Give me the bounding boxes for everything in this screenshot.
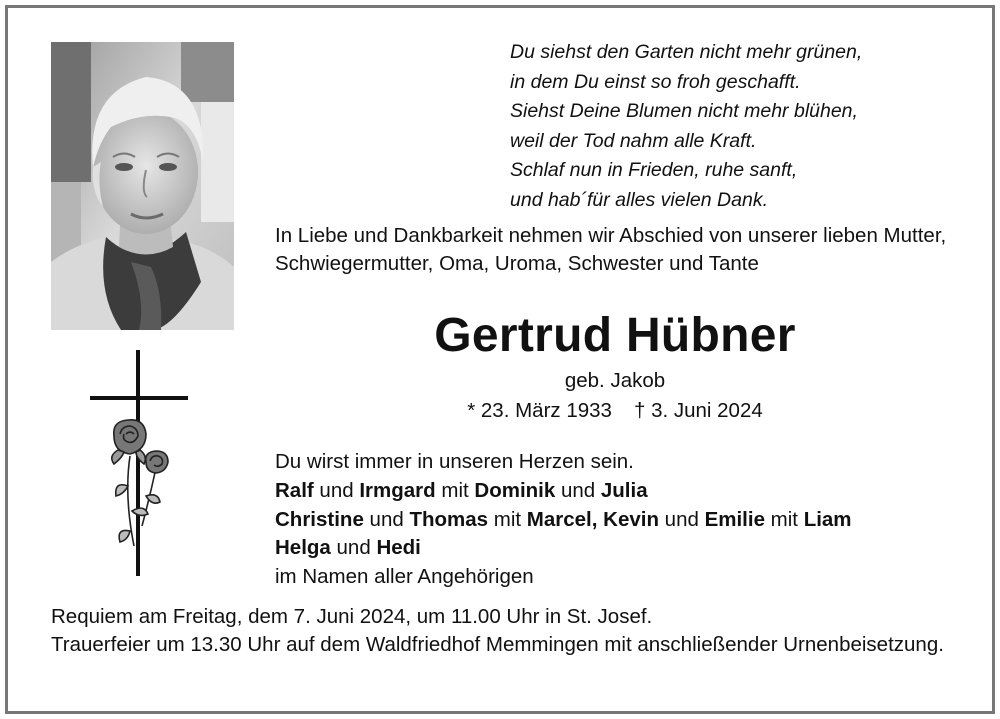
family-connector: und: [555, 479, 601, 502]
family-connector: und: [313, 479, 360, 502]
death-date: † 3. Juni 2024: [633, 399, 763, 422]
birth-date: * 23. März 1933: [467, 399, 612, 422]
portrait-photo: [51, 42, 234, 330]
family-list: [275, 477, 852, 591]
family-name: Thomas: [409, 507, 489, 531]
cross-icon: [84, 346, 194, 578]
deceased-name: Gertrud Hübner: [434, 309, 796, 362]
family-line: [275, 534, 852, 563]
funeral-line: Trauerfeier um 13.30 Uhr auf dem Waldfriedhof Memmingen mit anschließender Urnenbeisetzung.: [51, 633, 944, 656]
family-name: Ralf: [275, 479, 314, 502]
family-connector: und: [330, 536, 377, 559]
family-name: Marcel, Kevin: [526, 507, 659, 531]
family-connector: und: [658, 507, 705, 531]
family-name: Dominik: [474, 479, 556, 502]
family-closing: im Namen aller Angehörigen: [275, 564, 534, 588]
family-connector: mit: [435, 479, 475, 502]
poem-line: Du siehst den Garten nicht mehr grünen,: [510, 41, 863, 63]
family-name: Liam: [803, 507, 852, 531]
life-dates: [270, 398, 960, 424]
family-connector: und: [363, 507, 410, 531]
poem-line: und hab´für alles vielen Dank.: [510, 188, 768, 211]
family-name: Irmgard: [359, 479, 436, 502]
family-connector: mit: [488, 507, 527, 531]
family-name: Emilie: [704, 507, 765, 531]
intro-text: In Liebe und Dankbarkeit nehmen wir Abschied von unserer lieben Mutter, Schwiegermutter, Oma, Uroma, Schwester und Tante: [275, 224, 947, 275]
service-info: [51, 603, 971, 659]
family-name: Julia: [600, 479, 648, 502]
poem-line: weil der Tod nahm alle Kraft.: [510, 129, 757, 152]
family-name: Hedi: [376, 536, 421, 559]
poem-line: Schlaf nun in Frieden, ruhe sanft,: [510, 159, 798, 181]
poem-line: Siehst Deine Blumen nicht mehr blühen,: [510, 100, 858, 122]
maiden-name: geb. Jakob: [564, 369, 666, 392]
family-connector: mit: [764, 507, 804, 531]
requiem-line: Requiem am Freitag, dem 7. Juni 2024, um 11.00 Uhr in St. Josef.: [51, 605, 653, 628]
family-line: [275, 506, 852, 535]
family-name: Christine: [275, 507, 364, 531]
poem-line: in dem Du einst so froh geschafft.: [510, 70, 801, 93]
cross-icon: [90, 350, 188, 576]
memory-line: Du wirst immer in unseren Herzen sein.: [275, 450, 634, 473]
family-line: [275, 477, 852, 506]
family-name: Helga: [275, 536, 331, 559]
poem: [510, 38, 960, 215]
